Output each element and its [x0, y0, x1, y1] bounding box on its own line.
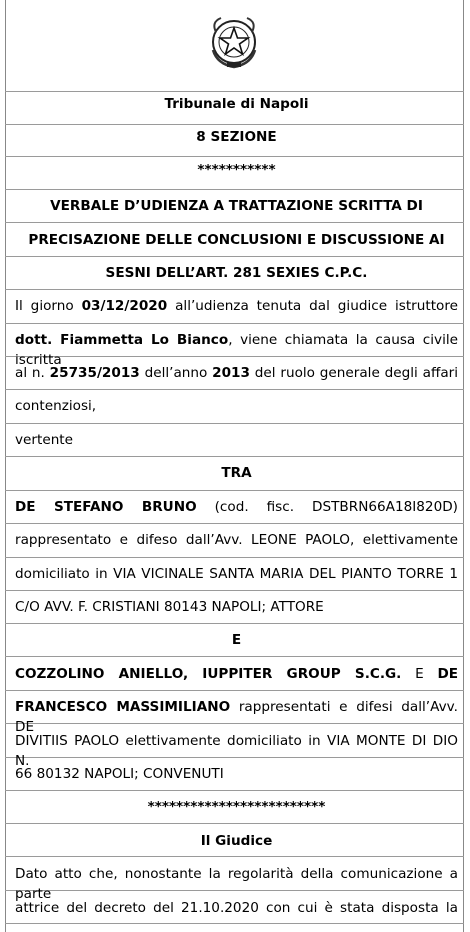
rule-line — [5, 456, 464, 457]
body-line-1: Il giorno 03/12/2020 all’udienza tenuta dal giudice istruttore — [15, 298, 458, 314]
plaintiff-line-3: domiciliato in VIA VICINALE SANTA MARIA DEL PIANTO TORRE 1 — [15, 566, 458, 582]
judge-heading: Il Giudice — [200, 833, 273, 849]
rule-line — [5, 389, 464, 390]
e-heading: E — [231, 632, 242, 648]
rule-line — [5, 189, 464, 190]
rule-line — [5, 323, 464, 324]
separator-stars-2: ************************* — [147, 799, 326, 815]
decision-line-1: Dato atto che, nonostante la regolarità della comunicazione a parte — [15, 866, 458, 902]
rule-line — [5, 823, 464, 824]
section-title: 8 SEZIONE — [196, 129, 277, 145]
rule-line — [5, 91, 464, 92]
rule-line — [5, 890, 464, 891]
right-margin-line — [463, 0, 464, 932]
defendant-line-2: FRANCESCO MASSIMILIANO rappresentati e difesi dall’Avv. DE — [15, 699, 458, 735]
rule-line — [5, 222, 464, 223]
rule-line — [5, 423, 464, 424]
title-line-1: VERBALE D’UDIENZA A TRATTAZIONE SCRITTA DI — [50, 198, 423, 214]
defendant-line-1: COZZOLINO ANIELLO, IUPPITER GROUP S.C.G. E DE — [15, 666, 459, 682]
body-line-2: dott. Fiammetta Lo Bianco, viene chiamata la causa civile iscritta — [15, 332, 458, 368]
plaintiff-line-1: DE STEFANO BRUNO (cod. fisc. DSTBRN66A18I820D) — [15, 499, 458, 515]
rule-line — [5, 723, 464, 724]
title-line-3: SESNI DELL’ART. 281 SEXIES C.P.C. — [105, 265, 368, 281]
rule-line — [5, 790, 464, 791]
court-name: Tribunale di Napoli — [164, 96, 309, 112]
rule-line — [5, 490, 464, 491]
rule-line — [5, 856, 464, 857]
decision-line-2: attrice del decreto del 21.10.2020 con cui è stata disposta la — [15, 900, 458, 916]
rule-line — [5, 256, 464, 257]
body-line-5: vertente — [15, 432, 73, 448]
rule-line — [5, 124, 464, 125]
rule-line — [5, 289, 464, 290]
rule-line — [5, 156, 464, 157]
body-line-3: al n. 25735/2013 dell’anno 2013 del ruolo generale degli affari — [15, 365, 459, 381]
separator-stars: *********** — [197, 162, 276, 178]
rule-line — [5, 557, 464, 558]
rule-line — [5, 523, 464, 524]
rule-line — [5, 590, 464, 591]
body-line-4: contenziosi, — [15, 398, 97, 414]
rule-line — [5, 757, 464, 758]
plaintiff-line-4: C/O AVV. F. CRISTIANI 80143 NAPOLI; ATTORE — [15, 599, 324, 615]
rule-line — [5, 623, 464, 624]
rule-line — [5, 690, 464, 691]
italian-republic-emblem-icon — [207, 12, 261, 70]
defendant-line-3: DIVITIIS PAOLO elettivamente domiciliato in VIA MONTE DI DIO N. — [15, 733, 458, 769]
defendant-line-4: 66 80132 NAPOLI; CONVENUTI — [15, 766, 224, 782]
rule-line — [5, 356, 464, 357]
left-margin-line — [5, 0, 6, 932]
tra-heading: TRA — [221, 465, 252, 481]
title-line-2: PRECISAZIONE DELLE CONCLUSIONI E DISCUSSIONE AI — [28, 232, 445, 248]
rule-line — [5, 923, 464, 924]
rule-line — [5, 656, 464, 657]
plaintiff-line-2: rappresentato e difeso dall’Avv. LEONE PAOLO, elettivamente — [15, 532, 458, 548]
